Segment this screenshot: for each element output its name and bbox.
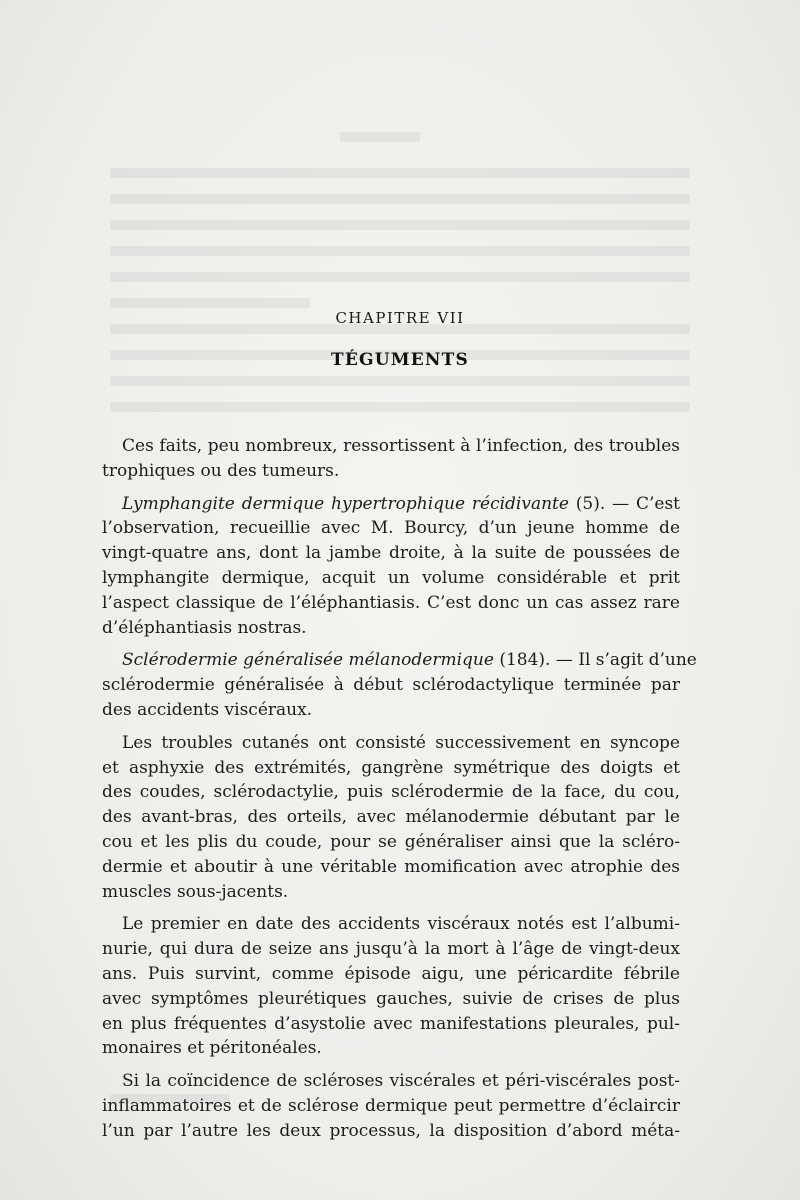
text-line: Les troubles cutanés ont consisté successivement en syncope <box>122 732 680 753</box>
text-line-with-italic-heading <box>102 492 680 517</box>
heading-rest: (184). — Il s’agit d’une <box>493 650 697 671</box>
text-line: lymphangite dermique, acquit un volume considérable et prit <box>102 567 680 588</box>
text-line: monaires et péritonéales. <box>102 1038 322 1059</box>
paragraph-2 <box>102 492 680 641</box>
text-line: Si la coïncidence de scléroses viscérales et péri-viscérales post- <box>122 1071 680 1092</box>
text-line: muscles sous-jacents. <box>102 881 289 902</box>
text-line: des coudes, sclérodactylie, puis sclérodermie de la face, du cou, <box>102 782 680 803</box>
text-line: sclérodermie généralisée à début sclérodactylique terminée par <box>102 675 680 696</box>
paragraph-4 <box>102 731 680 905</box>
body-text <box>102 434 697 1152</box>
text-line: et asphyxie des extrémités, gangrène symétrique des doigts et <box>102 757 680 778</box>
text-line: avec symptômes pleurétiques gauches, suivie de crises de plus <box>102 988 680 1009</box>
heading-rest: (5). — C’est <box>568 493 680 514</box>
text-line: dermie et aboutir à une véritable momification avec atrophie des <box>102 856 680 877</box>
text-line: l’aspect classique de l’éléphantiasis. C’est donc un cas assez rare <box>102 592 680 613</box>
paragraph-6 <box>102 1069 680 1143</box>
italic-heading: Lymphangite dermique hypertrophique récidivante <box>122 493 569 514</box>
text-line: nurie, qui dura de seize ans jusqu’à la mort à l’âge de vingt-deux <box>102 939 680 960</box>
chapter-title: TÉGUMENTS <box>331 350 469 370</box>
text-line: des avant-bras, des orteils, avec mélanodermie débutant par le <box>102 807 680 828</box>
text-line-with-italic-heading <box>102 648 697 673</box>
text-line: des accidents viscéraux. <box>102 699 313 720</box>
text-line: Ces faits, peu nombreux, ressortissent à l’infection, des troubles <box>122 436 680 456</box>
paragraph-1 <box>102 434 680 484</box>
paragraph-3 <box>102 648 697 722</box>
text-line: vingt-quatre ans, dont la jambe droite, à la suite de poussées de <box>102 543 680 564</box>
text-line: d’éléphantiasis nostras. <box>102 617 307 638</box>
text-line: Le premier en date des accidents viscéraux notés est l’albumi- <box>122 914 680 935</box>
text-line: en plus fréquentes d’asystolie avec manifestations pleurales, pul- <box>102 1013 680 1034</box>
text-line: inflammatoires et de sclérose dermique peut permettre d’éclaircir <box>102 1095 680 1116</box>
text-line: cou et les plis du coude, pour se généraliser ainsi que la scléro- <box>102 831 680 852</box>
text-line: l’observation, recueillie avec M. Bourcy, d’un jeune homme de <box>102 518 680 539</box>
text-line: trophiques ou des tumeurs. <box>102 460 340 481</box>
text-line: ans. Puis survint, comme épisode aigu, une péricardite fébrile <box>102 963 680 984</box>
chapter-number: CHAPITRE VII <box>335 309 465 327</box>
italic-heading: Sclérodermie généralisée mélanodermique <box>122 650 494 671</box>
paragraph-5 <box>102 912 680 1061</box>
text-line: l’un par l’autre les deux processus, la disposition d’abord méta- <box>102 1120 680 1141</box>
